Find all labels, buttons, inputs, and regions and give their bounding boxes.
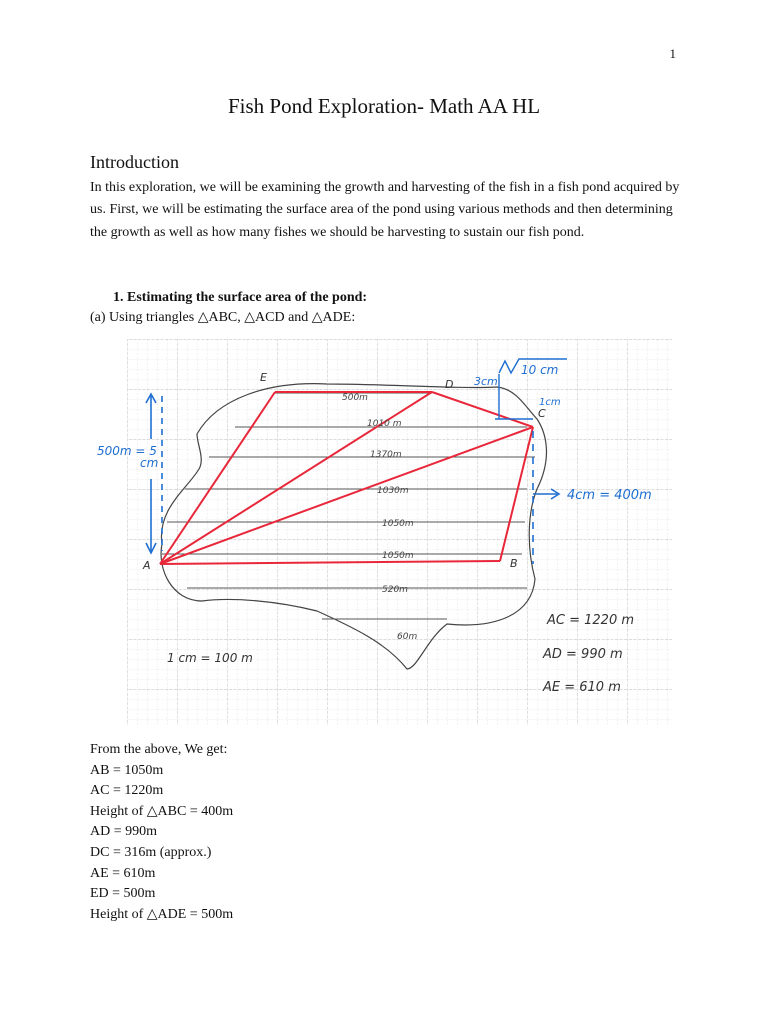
document-title: Fish Pond Exploration- Math AA HL bbox=[227, 94, 541, 118]
scale-note: 1 cm = 100 m bbox=[167, 651, 253, 665]
vertex-label-b: B bbox=[510, 557, 518, 570]
page-number: 1 bbox=[669, 46, 676, 61]
result-line: AC = 1220m bbox=[90, 783, 164, 799]
vertex-label-d: D bbox=[445, 378, 454, 391]
width-label: 1030m bbox=[377, 486, 409, 496]
width-label: 1050m bbox=[382, 551, 414, 561]
width-label: 1370m bbox=[370, 450, 402, 460]
result-line: Height of △ABC = 400m bbox=[90, 803, 234, 819]
vertex-label-c: C bbox=[538, 407, 546, 420]
results-block bbox=[90, 740, 233, 925]
width-label: 1050m bbox=[382, 519, 414, 529]
measurement-ae: AE = 610 m bbox=[543, 680, 621, 695]
introduction-heading: Introduction bbox=[90, 152, 179, 172]
dc-horizontal-label: 3cm bbox=[474, 375, 498, 388]
vertex-label-e: E bbox=[260, 371, 267, 384]
subsection-heading: (a) Using triangles △ABC, △ACD and △ADE: bbox=[90, 310, 356, 325]
measurement-ac: AC = 1220 m bbox=[547, 613, 635, 628]
dc-vertical-label: 1cm bbox=[539, 397, 561, 408]
introduction-paragraph: In this exploration, we will be examining the growth and harvesting of the fish in a fish pond acquired by us. First, we will be estimating the surface area of the pond using various methods and then determining the growth as well as how many fishes we should be harvesting to sustain our fish pond. bbox=[90, 180, 680, 240]
horizontal-scale-label: 4cm = 400m bbox=[567, 488, 652, 503]
result-line: AD = 990m bbox=[90, 824, 158, 840]
width-label: 1010 m bbox=[367, 419, 402, 429]
result-line: AB = 1050m bbox=[90, 762, 164, 778]
width-label: 520m bbox=[382, 585, 408, 595]
dc-root-label: 10 cm bbox=[521, 363, 559, 377]
section-heading: 1. Estimating the surface area of the pond: bbox=[113, 290, 368, 305]
results-intro: From the above, We get: bbox=[90, 742, 228, 757]
result-line: ED = 500m bbox=[90, 886, 156, 902]
result-line: DC = 316m (approx.) bbox=[90, 844, 212, 860]
result-line: AE = 610m bbox=[90, 865, 156, 881]
vertex-label-a: A bbox=[143, 559, 151, 572]
result-line: Height of △ADE = 500m bbox=[90, 906, 234, 922]
vertical-scale-label: 500m = 5 bbox=[97, 444, 157, 458]
pond-diagram bbox=[97, 339, 672, 725]
width-label: 60m bbox=[397, 632, 418, 642]
width-label: 500m bbox=[342, 393, 368, 403]
measurement-ad: AD = 990 m bbox=[543, 647, 623, 662]
vertical-scale-unit: cm bbox=[140, 456, 159, 470]
